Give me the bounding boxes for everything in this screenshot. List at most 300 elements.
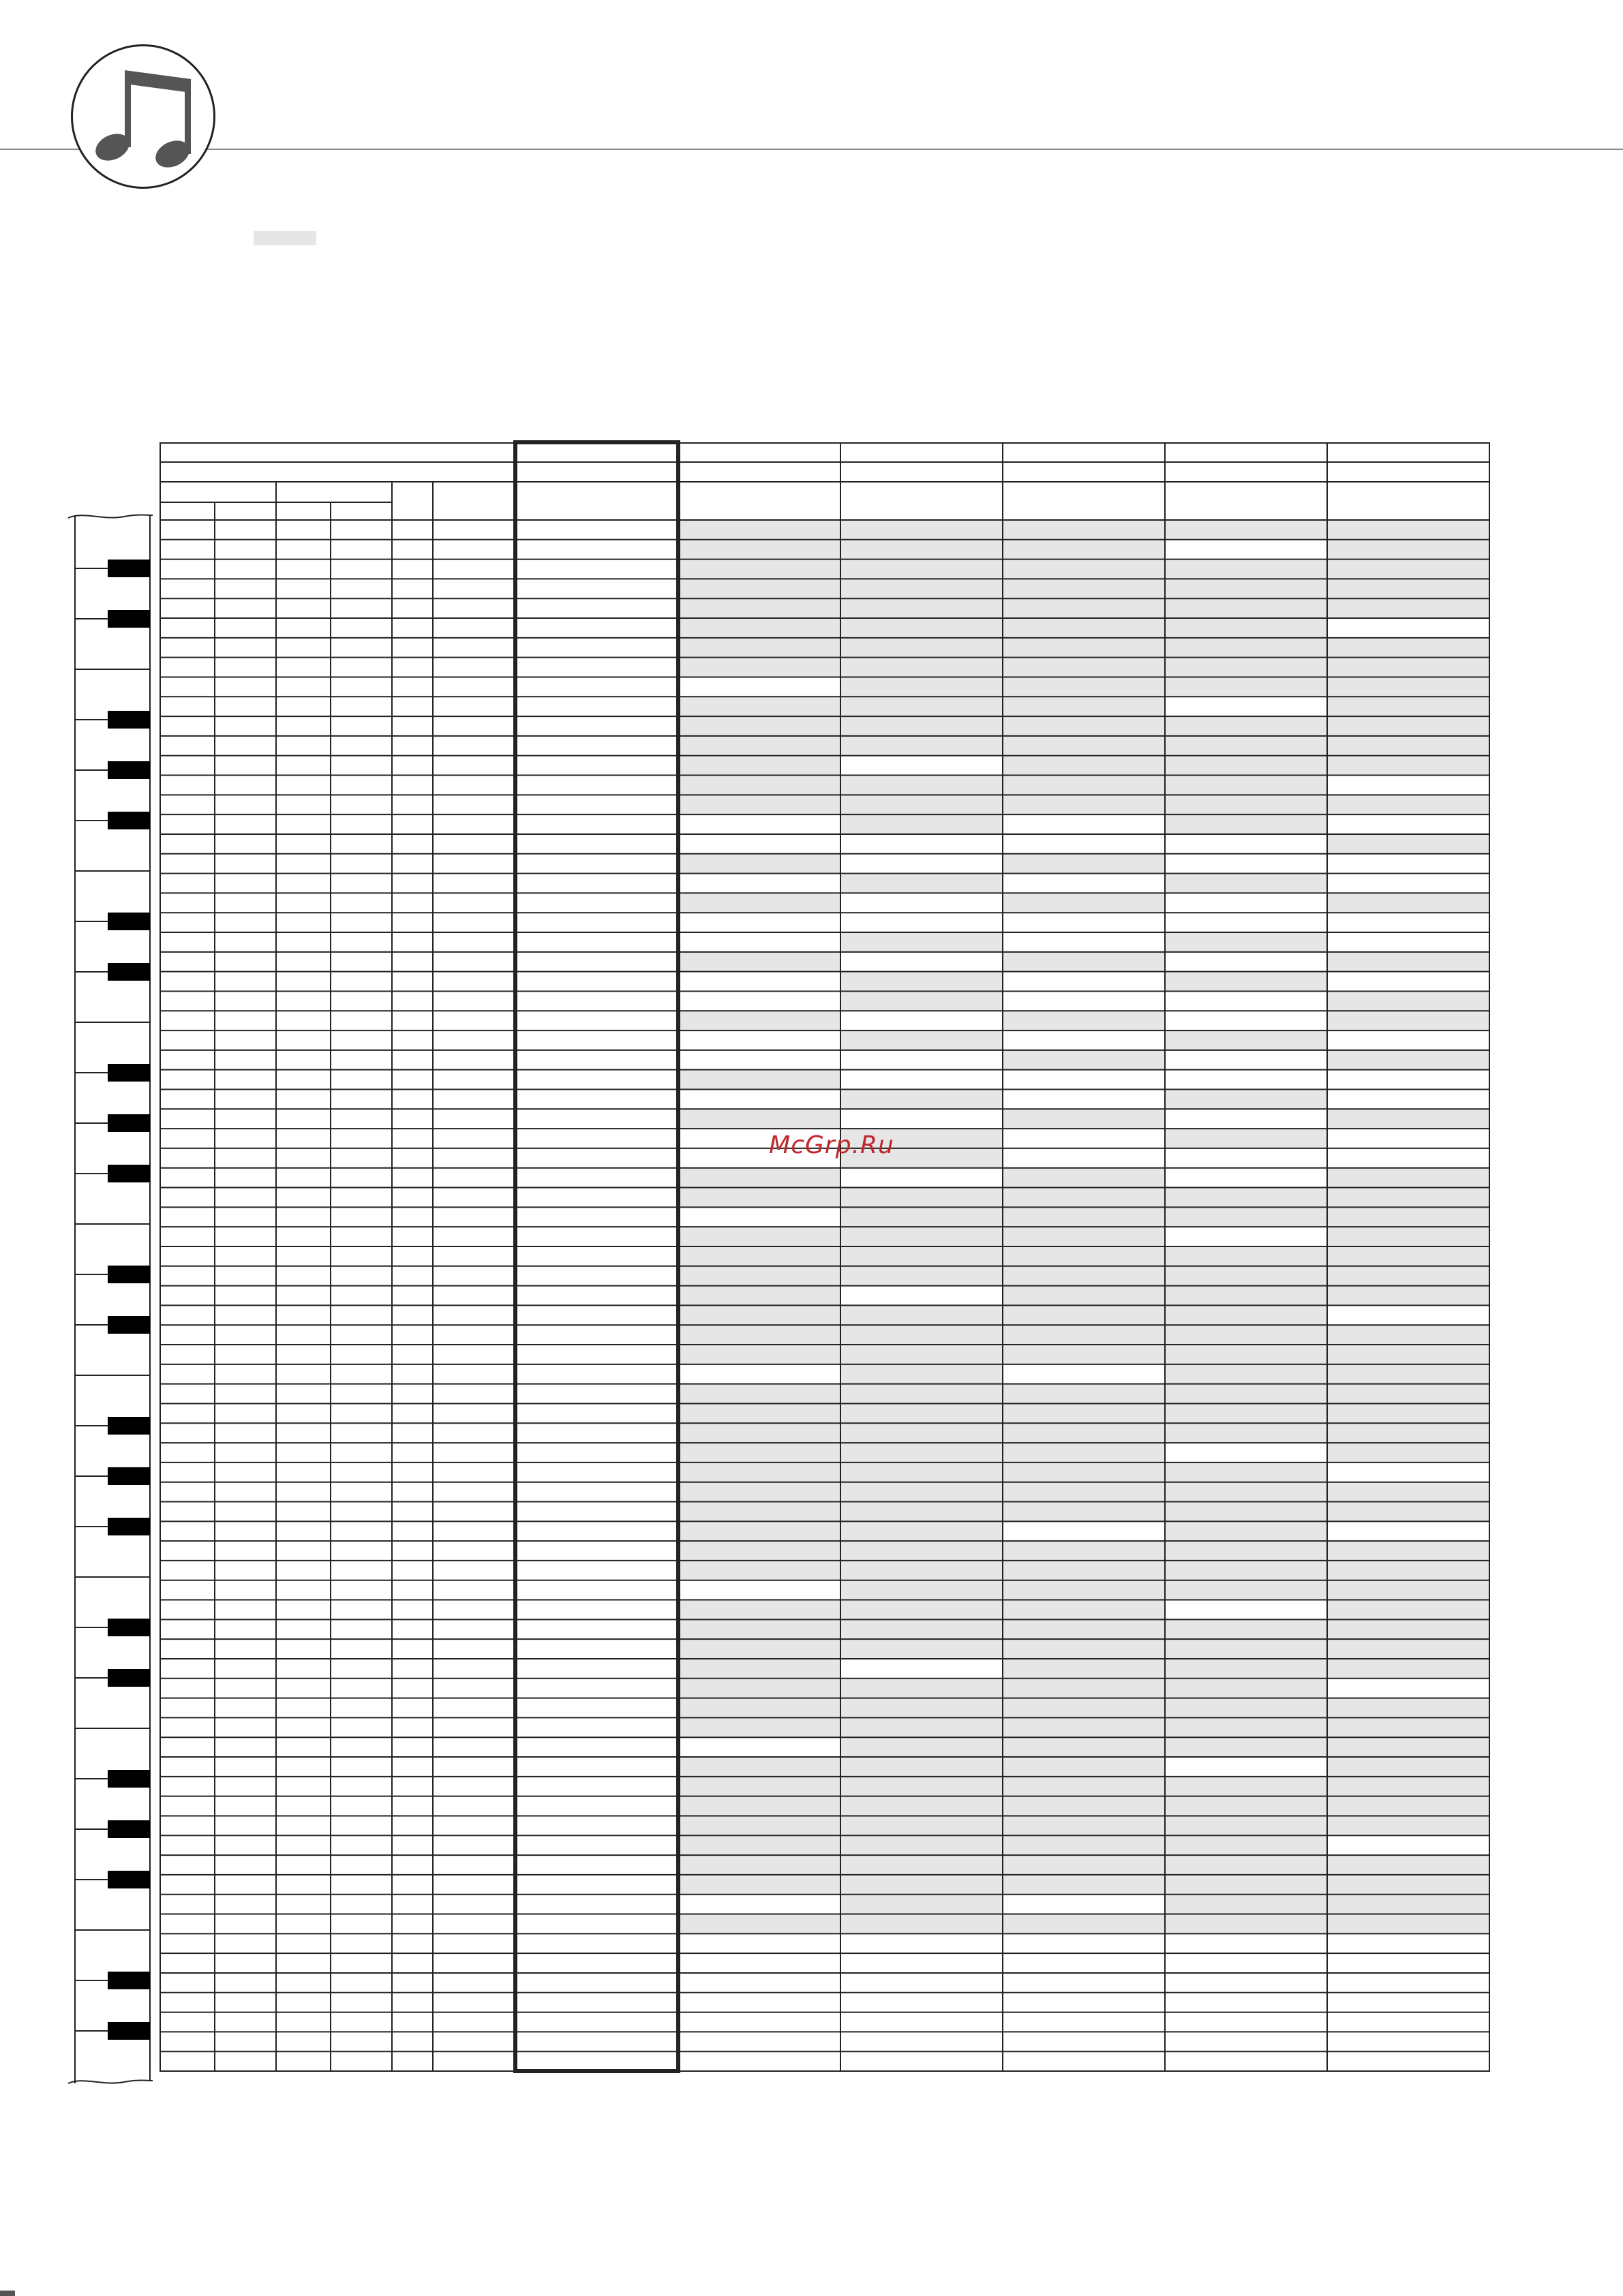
shaded-cell — [678, 1403, 840, 1423]
shaded-cell — [840, 1521, 1003, 1541]
shaded-cell — [1003, 579, 1165, 598]
shaded-cell — [840, 1698, 1003, 1718]
shaded-cell — [1327, 1580, 1489, 1600]
shaded-cell — [1003, 1305, 1165, 1325]
shaded-cell — [1003, 795, 1165, 814]
shaded-cell — [840, 598, 1003, 618]
black-key — [108, 1770, 150, 1788]
black-key — [108, 1518, 150, 1535]
shaded-cell — [1327, 1109, 1489, 1129]
black-key — [108, 1467, 150, 1485]
shaded-cell — [1165, 598, 1327, 618]
shaded-cell — [678, 1305, 840, 1325]
black-key — [108, 1669, 150, 1687]
shaded-cell — [1165, 1619, 1327, 1639]
shaded-cell — [1165, 932, 1327, 952]
shaded-cell — [1003, 1835, 1165, 1855]
shaded-cell — [840, 1227, 1003, 1246]
shaded-cell — [678, 1600, 840, 1620]
shaded-cell — [1003, 638, 1165, 658]
shaded-cell — [1327, 1482, 1489, 1502]
shaded-cell — [1327, 1286, 1489, 1306]
shaded-cell — [1003, 1188, 1165, 1208]
shaded-cell — [1165, 1541, 1327, 1561]
shaded-cell — [1003, 1384, 1165, 1404]
shaded-cell — [1165, 1875, 1327, 1895]
shaded-cell — [678, 1443, 840, 1463]
shaded-cell — [678, 952, 840, 972]
shaded-cell — [1327, 795, 1489, 814]
keyboard-top-edge — [68, 515, 153, 519]
shaded-cell — [840, 638, 1003, 658]
shaded-cell — [1003, 1423, 1165, 1443]
shaded-cell — [1165, 1796, 1327, 1816]
data-table — [157, 440, 1493, 2075]
shaded-cell — [1003, 1207, 1165, 1227]
highlight-column-frame — [515, 442, 678, 2071]
shaded-cell — [840, 1089, 1003, 1109]
shaded-cell — [1003, 1463, 1165, 1482]
shaded-cell — [1003, 1011, 1165, 1030]
shaded-cell — [1327, 1619, 1489, 1639]
shaded-cell — [1165, 1403, 1327, 1423]
shaded-cell — [1003, 1286, 1165, 1306]
shaded-cell — [1165, 1580, 1327, 1600]
shaded-cell — [678, 1659, 840, 1679]
black-key — [108, 2022, 150, 2040]
shaded-cell — [840, 1463, 1003, 1482]
shaded-cell — [1327, 560, 1489, 579]
shaded-cell — [1003, 1914, 1165, 1934]
keyboard-bottom-edge — [68, 2081, 153, 2084]
shaded-cell — [840, 697, 1003, 716]
shaded-cell — [1327, 1423, 1489, 1443]
shaded-cell — [1327, 1403, 1489, 1423]
black-key — [108, 1972, 150, 1989]
shaded-cell — [1165, 1835, 1327, 1855]
black-key — [108, 1316, 150, 1334]
shaded-cell — [678, 893, 840, 913]
shaded-cell — [1165, 1561, 1327, 1580]
shaded-cell — [678, 618, 840, 638]
shaded-cell — [1165, 638, 1327, 658]
shaded-cell — [1003, 1717, 1165, 1737]
shaded-cell — [1165, 795, 1327, 814]
shaded-cell — [678, 1286, 840, 1306]
shaded-cell — [1165, 1188, 1327, 1208]
shaded-cell — [840, 795, 1003, 814]
shaded-cell — [1003, 1266, 1165, 1286]
shaded-cell — [1327, 1737, 1489, 1757]
shaded-cell — [1003, 520, 1165, 540]
shaded-cell — [1003, 618, 1165, 638]
header-rule — [0, 149, 1623, 150]
shaded-cell — [1327, 1855, 1489, 1875]
shaded-cell — [1165, 1246, 1327, 1266]
shaded-cell — [678, 1855, 840, 1875]
shaded-cell — [1327, 1639, 1489, 1659]
shaded-cell — [1003, 1541, 1165, 1561]
page-corner-mark — [0, 2286, 25, 2296]
shaded-cell — [840, 540, 1003, 560]
shaded-cell — [1003, 893, 1165, 913]
shaded-cell — [840, 776, 1003, 795]
shaded-cell — [1165, 716, 1327, 736]
shaded-cell — [1327, 579, 1489, 598]
shaded-cell — [678, 1011, 840, 1030]
shaded-cell — [1165, 1717, 1327, 1737]
shaded-cell — [840, 1737, 1003, 1757]
shaded-cell — [1327, 1816, 1489, 1835]
shaded-cell — [840, 1580, 1003, 1600]
shaded-cell — [840, 1384, 1003, 1404]
shaded-cell — [678, 1679, 840, 1698]
shaded-cell — [840, 874, 1003, 893]
shaded-cell — [1165, 1463, 1327, 1482]
shaded-cell — [678, 1423, 840, 1443]
shaded-cell — [1003, 716, 1165, 736]
shaded-cell — [840, 1561, 1003, 1580]
shaded-cell — [1003, 952, 1165, 972]
shaded-cell — [1003, 1443, 1165, 1463]
shaded-cell — [840, 991, 1003, 1011]
shaded-cell — [840, 1246, 1003, 1266]
shaded-cell — [1165, 1855, 1327, 1875]
shaded-cell — [1165, 618, 1327, 638]
shaded-cell — [840, 677, 1003, 697]
shaded-cell — [1327, 1757, 1489, 1777]
shaded-cell — [678, 598, 840, 618]
shaded-cell — [1165, 1777, 1327, 1796]
shaded-cell — [840, 579, 1003, 598]
shaded-cell — [678, 1561, 840, 1580]
shaded-cell — [1327, 1541, 1489, 1561]
shaded-cell — [1327, 952, 1489, 972]
shaded-cell — [840, 1541, 1003, 1561]
shaded-cell — [840, 1835, 1003, 1855]
piano-keyboard — [63, 512, 158, 2087]
black-key — [108, 1619, 150, 1636]
shaded-cell — [1327, 1168, 1489, 1188]
shaded-cell — [840, 1639, 1003, 1659]
black-keys — [108, 560, 150, 2040]
shaded-cell — [1003, 854, 1165, 874]
shaded-cell — [1165, 1482, 1327, 1502]
music-note-badge — [71, 44, 215, 189]
shaded-cell — [1165, 1679, 1327, 1698]
shaded-cell — [678, 1345, 840, 1364]
black-key — [108, 1417, 150, 1435]
shaded-cell — [1003, 1679, 1165, 1698]
shaded-cell — [1003, 1580, 1165, 1600]
shaded-cell — [840, 1188, 1003, 1208]
shaded-cell — [1003, 697, 1165, 716]
shaded-cell — [1327, 540, 1489, 560]
shaded-cell — [678, 1502, 840, 1522]
shaded-cell — [678, 540, 840, 560]
shaded-cell — [1165, 972, 1327, 992]
shaded-cell — [1003, 1816, 1165, 1835]
shaded-cell — [1327, 520, 1489, 540]
shaded-cell — [1003, 1737, 1165, 1757]
shaded-cell — [1165, 1089, 1327, 1109]
shaded-cell — [678, 1266, 840, 1286]
shaded-cell — [1003, 1619, 1165, 1639]
shaded-cell — [1165, 756, 1327, 776]
shaded-cell — [1165, 1286, 1327, 1306]
shaded-cell — [840, 1030, 1003, 1050]
shaded-cell — [840, 1207, 1003, 1227]
black-key — [108, 711, 150, 729]
shaded-cell — [678, 697, 840, 716]
shaded-cell — [1003, 658, 1165, 677]
shaded-cell — [1327, 1698, 1489, 1718]
shaded-cell — [1003, 560, 1165, 579]
shaded-cell — [1327, 1384, 1489, 1404]
shaded-cell — [1165, 1207, 1327, 1227]
watermark: McGrp.Ru — [769, 1131, 894, 1159]
shaded-cell — [1003, 1600, 1165, 1620]
shaded-cell — [1003, 1698, 1165, 1718]
shaded-cell — [1327, 638, 1489, 658]
black-key — [108, 963, 150, 981]
shaded-cell — [678, 776, 840, 795]
shaded-cell — [1327, 598, 1489, 618]
shaded-cell — [840, 1777, 1003, 1796]
shaded-cell — [1327, 1717, 1489, 1737]
shaded-cell — [840, 1679, 1003, 1698]
black-key — [108, 560, 150, 577]
shaded-cell — [840, 1619, 1003, 1639]
shaded-cell — [1327, 1325, 1489, 1345]
shaded-cell — [1327, 1011, 1489, 1030]
shaded-cell — [678, 1246, 840, 1266]
white-keys — [75, 568, 150, 2031]
shaded-cell — [1327, 697, 1489, 716]
shaded-cell — [840, 1403, 1003, 1423]
shaded-cell — [678, 1757, 840, 1777]
shaded-cell — [1165, 736, 1327, 756]
shaded-cell — [1327, 893, 1489, 913]
black-key — [108, 1114, 150, 1132]
shaded-cell — [1165, 1384, 1327, 1404]
shaded-cell — [1003, 1502, 1165, 1522]
shaded-cell — [1327, 736, 1489, 756]
shaded-cell — [1165, 1266, 1327, 1286]
shaded-cell — [1327, 991, 1489, 1011]
shaded-cell — [1327, 716, 1489, 736]
shaded-cell — [1165, 1502, 1327, 1522]
shaded-cell — [1003, 1639, 1165, 1659]
shaded-cell — [1327, 1246, 1489, 1266]
shaded-cell — [1165, 1639, 1327, 1659]
black-key — [108, 812, 150, 829]
shaded-cell — [678, 756, 840, 776]
shaded-cell — [678, 1698, 840, 1718]
black-key — [108, 761, 150, 779]
shaded-cell — [1003, 1855, 1165, 1875]
shaded-cell — [1003, 1109, 1165, 1129]
shaded-cell — [1327, 1561, 1489, 1580]
shaded-cell — [1327, 1443, 1489, 1463]
shaded-cell — [1327, 1345, 1489, 1364]
shaded-cell — [678, 1914, 840, 1934]
shaded-cell — [840, 972, 1003, 992]
shaded-cell — [1165, 520, 1327, 540]
shaded-cell — [1165, 1737, 1327, 1757]
shaded-cell — [1165, 1129, 1327, 1148]
shaded-cell — [678, 1717, 840, 1737]
shaded-cell — [1003, 736, 1165, 756]
shaded-cell — [1003, 1875, 1165, 1895]
shaded-cell — [678, 1188, 840, 1208]
shaded-cell — [1165, 1364, 1327, 1384]
shaded-cell — [1165, 1895, 1327, 1914]
shaded-cell — [678, 1777, 840, 1796]
shaded-cell — [840, 1482, 1003, 1502]
shaded-cell — [840, 1914, 1003, 1934]
shaded-cell — [1165, 776, 1327, 795]
shaded-cell — [1165, 677, 1327, 697]
shaded-cell — [678, 579, 840, 598]
shaded-cell — [678, 560, 840, 579]
shaded-cell — [1003, 1227, 1165, 1246]
shaded-cell — [1003, 677, 1165, 697]
shaded-cell — [840, 1364, 1003, 1384]
shaded-cell — [1003, 1796, 1165, 1816]
shaded-cell — [1327, 1600, 1489, 1620]
shaded-cell — [678, 1384, 840, 1404]
shaded-cell — [1165, 1345, 1327, 1364]
shaded-cell — [1327, 1207, 1489, 1227]
shaded-cell — [1003, 1777, 1165, 1796]
shaded-cell — [678, 854, 840, 874]
shaded-cell — [840, 1895, 1003, 1914]
shaded-cell — [678, 658, 840, 677]
shaded-cell — [840, 1717, 1003, 1737]
shaded-cell — [1327, 1188, 1489, 1208]
shaded-cell — [840, 1816, 1003, 1835]
shaded-cell — [1003, 1246, 1165, 1266]
shaded-cell — [678, 520, 840, 540]
shaded-cell — [1003, 1561, 1165, 1580]
shaded-cell — [1003, 598, 1165, 618]
shaded-cell — [840, 716, 1003, 736]
shaded-cell — [1165, 814, 1327, 834]
shaded-cell — [840, 1305, 1003, 1325]
shaded-cell — [840, 1796, 1003, 1816]
shaded-cell — [840, 560, 1003, 579]
shaded-cell — [678, 1619, 840, 1639]
black-key — [108, 1266, 150, 1283]
shaded-cell — [840, 1855, 1003, 1875]
shaded-cell — [840, 1266, 1003, 1286]
shaded-cell — [1165, 1521, 1327, 1541]
shaded-cell — [840, 520, 1003, 540]
shaded-cell — [840, 658, 1003, 677]
shaded-cell — [1327, 1777, 1489, 1796]
shaded-cell — [678, 1835, 840, 1855]
shaded-cell — [678, 795, 840, 814]
shaded-cell — [1165, 1816, 1327, 1835]
shaded-cell — [840, 1345, 1003, 1364]
shaded-cell — [1003, 776, 1165, 795]
shaded-cell — [1165, 1325, 1327, 1345]
shaded-cell — [1327, 1914, 1489, 1934]
shaded-cell — [1327, 1266, 1489, 1286]
shaded-cell — [840, 1443, 1003, 1463]
shaded-cell — [840, 1757, 1003, 1777]
black-key — [108, 1871, 150, 1888]
shaded-cell — [1165, 1914, 1327, 1934]
shaded-cell — [1165, 560, 1327, 579]
shaded-cell — [678, 1541, 840, 1561]
shaded-cell — [840, 1325, 1003, 1345]
shaded-cell — [1003, 1050, 1165, 1070]
black-key — [108, 610, 150, 628]
shaded-cell — [1327, 1875, 1489, 1895]
shaded-cell — [1003, 1403, 1165, 1423]
shaded-cell — [1327, 1895, 1489, 1914]
shaded-cell — [1165, 874, 1327, 893]
shaded-cell — [678, 1639, 840, 1659]
shaded-cell — [1165, 1030, 1327, 1050]
shaded-cell — [1003, 1168, 1165, 1188]
shaded-cell — [1327, 1050, 1489, 1070]
black-key — [108, 1820, 150, 1838]
shaded-cell — [1003, 1659, 1165, 1679]
black-key — [108, 1165, 150, 1182]
shaded-cell — [678, 716, 840, 736]
shaded-cell — [678, 1482, 840, 1502]
shaded-cell — [1003, 1345, 1165, 1364]
shaded-cell — [1003, 756, 1165, 776]
shaded-cell — [678, 1109, 840, 1129]
shaded-cell — [840, 1875, 1003, 1895]
shaded-cell — [1165, 1423, 1327, 1443]
shaded-cell — [840, 736, 1003, 756]
shaded-cell — [840, 1502, 1003, 1522]
shaded-cell — [1003, 540, 1165, 560]
shaded-cell — [1327, 1796, 1489, 1816]
shaded-cell — [678, 1463, 840, 1482]
shaded-cell — [1165, 1659, 1327, 1679]
shaded-cell — [840, 618, 1003, 638]
shaded-cell — [1003, 1482, 1165, 1502]
shaded-cell — [678, 1521, 840, 1541]
shaded-cell — [840, 814, 1003, 834]
shaded-cell — [840, 1600, 1003, 1620]
shaded-cell — [678, 1227, 840, 1246]
shaded-cell — [1003, 1757, 1165, 1777]
section-tag — [254, 231, 316, 245]
black-key — [108, 1064, 150, 1082]
shaded-cell — [1327, 1364, 1489, 1384]
shaded-cell — [678, 1796, 840, 1816]
shaded-cell — [1327, 1227, 1489, 1246]
shaded-cell — [1003, 1325, 1165, 1345]
shaded-cell — [1327, 834, 1489, 854]
shaded-cell — [678, 1875, 840, 1895]
shaded-cell — [1327, 1502, 1489, 1522]
shaded-cell — [678, 1168, 840, 1188]
double-eighth-note-icon — [73, 46, 217, 191]
shaded-cell — [840, 932, 1003, 952]
shaded-cell — [1327, 1659, 1489, 1679]
shaded-cell — [840, 1423, 1003, 1443]
shaded-cell — [1165, 579, 1327, 598]
shaded-cell — [1165, 1305, 1327, 1325]
